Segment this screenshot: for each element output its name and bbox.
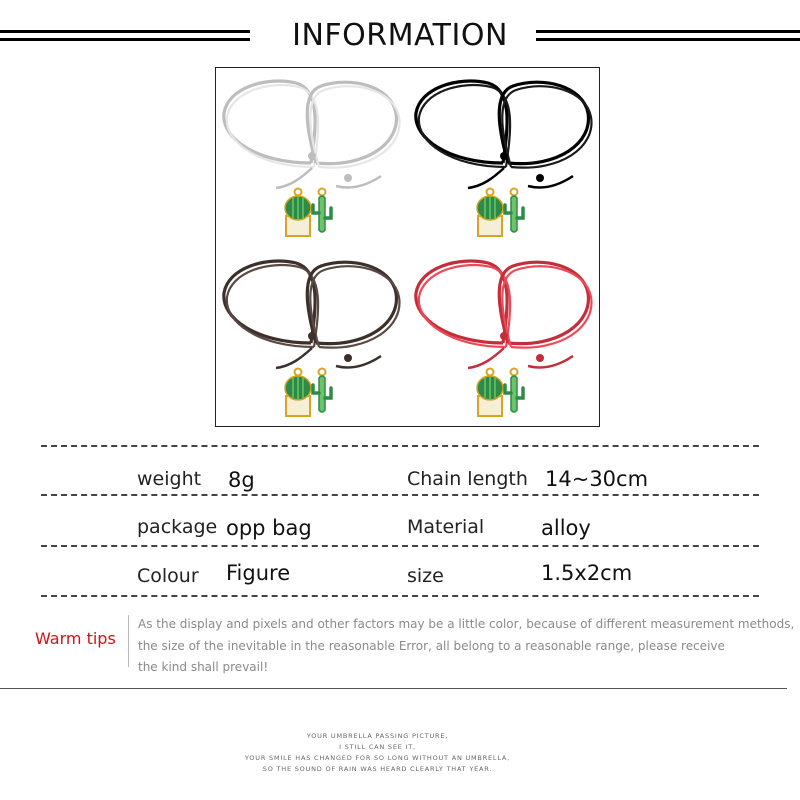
cactus-charm-icon	[313, 376, 331, 412]
product-image	[215, 67, 600, 427]
spec-value-colour: Figure	[226, 561, 291, 585]
cactus-charm-icon	[477, 196, 503, 236]
divider	[41, 445, 759, 447]
spec-value-package: opp bag	[226, 516, 312, 540]
spec-value-chain-length: 14~30cm	[545, 467, 649, 491]
spec-value-material: alloy	[541, 516, 591, 540]
cactus-charm-icon	[285, 376, 311, 416]
warm-tips-line: the size of the inevitable in the reasonable Error, all belong to a reasonable range, please receive	[138, 639, 725, 653]
divider	[41, 595, 759, 597]
spec-label-colour: Colour	[137, 565, 199, 587]
warm-tips-line: As the display and pixels and other factors may be a little color, because of different measurement methods,	[138, 617, 795, 631]
spec-value-weight: 8g	[228, 468, 255, 492]
section-divider	[0, 688, 787, 689]
footer-line: YOUR UMBRELLA PASSING PICTURE,	[306, 732, 449, 740]
divider	[41, 545, 759, 547]
spec-label-material: Material	[407, 516, 485, 538]
spec-label-package: package	[137, 516, 218, 538]
cactus-charm-icon	[313, 196, 331, 232]
footer-line: I STILL CAN SEE IT,	[339, 743, 416, 751]
cactus-charm-icon	[505, 376, 523, 412]
divider	[41, 494, 759, 496]
footer-line: SO THE SOUND OF RAIN WAS HEARD CLEARLY THAT YEAR.	[262, 765, 493, 773]
warm-tips-line: the kind shall prevail!	[138, 660, 269, 674]
spec-label-weight: weight	[137, 468, 202, 490]
bracelet-pair	[416, 261, 592, 416]
bracelet-pair	[224, 261, 400, 416]
footer-line: YOUR SMILE HAS CHANGED FOR SO LONG WITHOUT AN UMBRELLA,	[244, 754, 511, 762]
spec-label-size: size	[407, 565, 444, 587]
cactus-charm-icon	[285, 196, 311, 236]
warm-tips-separator	[128, 615, 129, 667]
bracelet-pair	[416, 81, 592, 236]
page-title: INFORMATION	[292, 18, 508, 53]
spec-label-chain-length: Chain length	[407, 468, 528, 490]
spec-value-size: 1.5x2cm	[541, 561, 633, 585]
bracelet-pair	[224, 81, 400, 236]
cactus-charm-icon	[477, 376, 503, 416]
warm-tips-label: Warm tips	[35, 629, 116, 648]
cactus-charm-icon	[505, 196, 523, 232]
